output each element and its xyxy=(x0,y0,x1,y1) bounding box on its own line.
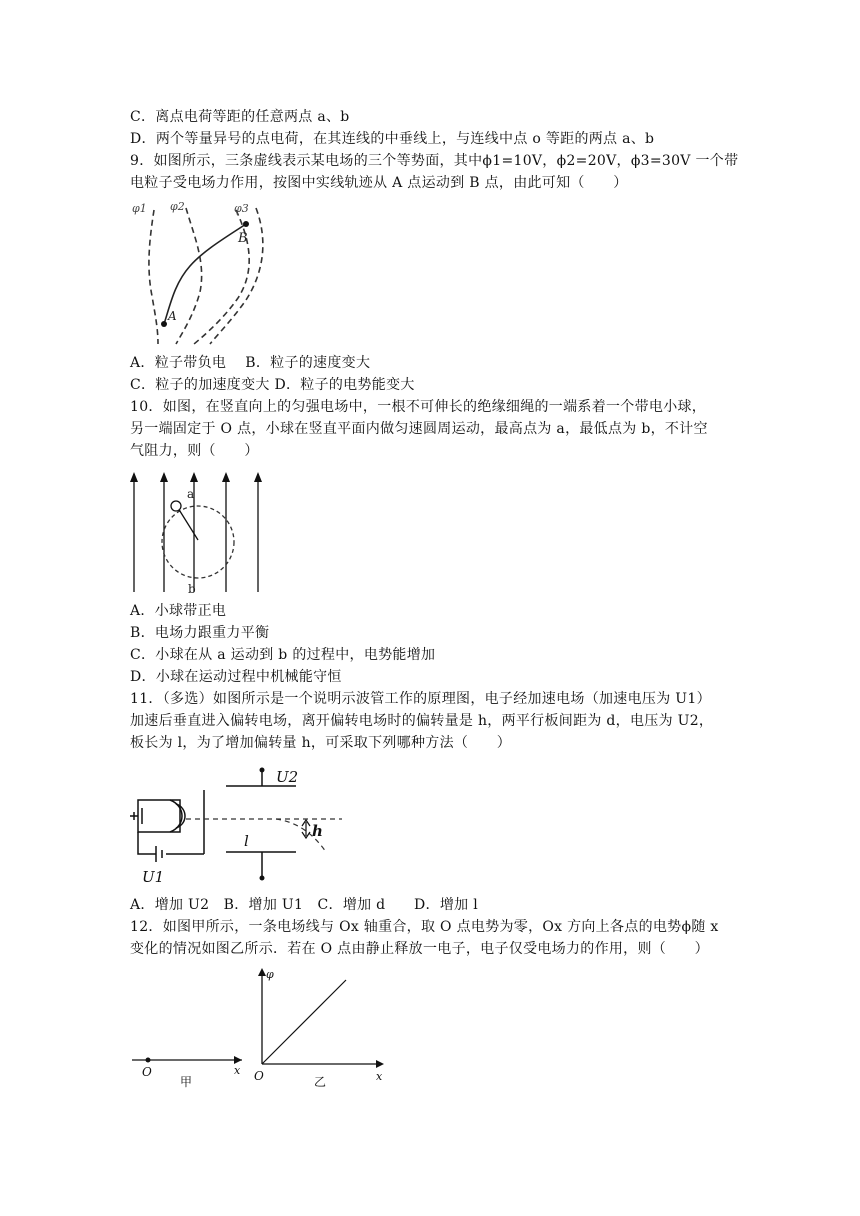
field-arrow-2 xyxy=(160,472,168,482)
q11-oscilloscope-figure xyxy=(126,762,346,886)
equipotential-line-2 xyxy=(176,208,202,344)
yi-x-label: x xyxy=(376,1070,383,1083)
q11-stem-line2: 加速后垂直进入偏转电场，离开偏转电场时的偏转量是 h，两平行板间距为 d，电压为 U2， xyxy=(130,713,714,729)
yi-potential-line xyxy=(262,980,346,1064)
yi-y-arrow xyxy=(258,968,266,976)
point-a-label: A xyxy=(168,309,177,323)
equipotential-line-1 xyxy=(149,210,158,344)
field-arrow-5 xyxy=(254,472,262,482)
u1-label: U1 xyxy=(142,868,165,886)
point-b-label: B xyxy=(238,231,248,246)
q11-stem-line1: 11．（多选）如图所示是一个说明示波管工作的原理图，电子经加速电场（加速电压为 U1） xyxy=(130,691,711,707)
charged-ball xyxy=(171,501,181,511)
u2-label: U2 xyxy=(276,768,299,786)
phi2-label: φ2 xyxy=(170,200,185,213)
circular-path xyxy=(162,506,234,578)
q9-options-line1: A．粒子带负电 B．粒子的速度变大 xyxy=(130,355,371,371)
string-line xyxy=(178,508,198,540)
point-b-dot xyxy=(243,221,249,227)
q8-option-c: C．离点电荷等距的任意两点 a、b xyxy=(130,109,350,125)
q9-equipotential-figure xyxy=(128,196,278,346)
field-arrow-1 xyxy=(130,472,138,482)
l-label: l xyxy=(244,832,249,850)
electron-gun-box xyxy=(138,800,180,832)
q10-option-d: D．小球在运动过程中机械能守恒 xyxy=(130,669,342,685)
jia-origin-dot xyxy=(146,1058,151,1063)
q10-option-a: A．小球带正电 xyxy=(130,603,227,619)
q10-stem-line1: 10．如图，在竖直向上的匀强电场中，一根不可伸长的绝缘细绳的一端系着一个带电小球， xyxy=(130,399,707,415)
jia-caption: 甲 xyxy=(180,1075,193,1089)
q9-stem-line2: 电粒子受电场力作用，按图中实线轨迹从 A 点运动到 B 点，由此可知（ ） xyxy=(130,175,628,191)
field-arrow-3 xyxy=(190,472,198,482)
q8-option-d: D．两个等量异号的点电荷，在其连线的中垂线上，与连线中点 o 等距的两点 a、b xyxy=(130,131,655,147)
lower-terminal-dot xyxy=(260,876,265,881)
yi-x-arrow xyxy=(376,1060,384,1068)
q11-options: A．增加 U2 B．增加 U1 C．增加 d D．增加 l xyxy=(130,897,478,913)
q10-stem-line3: 气阻力，则（ ） xyxy=(130,443,259,459)
q12-stem-line2: 变化的情况如图乙所示．若在 O 点由静止释放一电子，电子仅受电场力的作用，则（ ） xyxy=(130,941,709,957)
u1-wire-left xyxy=(138,832,156,854)
q9-options-line2: C．粒子的加速度变大 D．粒子的电势能变大 xyxy=(130,377,415,393)
yi-phi-label: φ xyxy=(266,968,274,981)
point-a-dot xyxy=(161,321,167,327)
q10-stem-line2: 另一端固定于 O 点，小球在竖直平面内做匀速圆周运动，最高点为 a，最低点为 b，不计空 xyxy=(130,421,708,437)
q10-field-figure xyxy=(124,468,274,596)
phi3-label: φ3 xyxy=(234,202,249,215)
q9-stem-line1: 9．如图所示，三条虚线表示某电场的三个等势面，其中ϕ1=10V，ϕ2=20V，ϕ3=30V 一个带 xyxy=(130,153,739,169)
q10-option-c: C．小球在从 a 运动到 b 的过程中，电势能增加 xyxy=(130,647,436,663)
jia-x-arrow xyxy=(234,1056,242,1064)
q12-stem-line1: 12．如图甲所示，一条电场线与 Ox 轴重合，取 O 点电势为零，Ox 方向上各点的电势ϕ随 x xyxy=(130,919,719,935)
field-arrow-4 xyxy=(222,472,230,482)
q10-option-b: B．电场力跟重力平衡 xyxy=(130,625,270,641)
top-point-label: a xyxy=(187,487,195,501)
q11-stem-line3: 板长为 l，为了增加偏转量 h，可采取下列哪种方法（ ） xyxy=(130,735,512,751)
yi-o-label: O xyxy=(254,1069,264,1083)
phi1-label: φ1 xyxy=(132,202,147,215)
upper-terminal-dot xyxy=(260,768,265,773)
equipotential-line-4 xyxy=(210,208,263,344)
q12-potential-figures xyxy=(126,964,396,1094)
bottom-point-label: b xyxy=(188,582,196,596)
jia-o-label: O xyxy=(142,1065,152,1079)
jia-x-label: x xyxy=(234,1064,241,1077)
yi-caption: 乙 xyxy=(314,1075,327,1089)
h-label: h xyxy=(312,822,323,840)
